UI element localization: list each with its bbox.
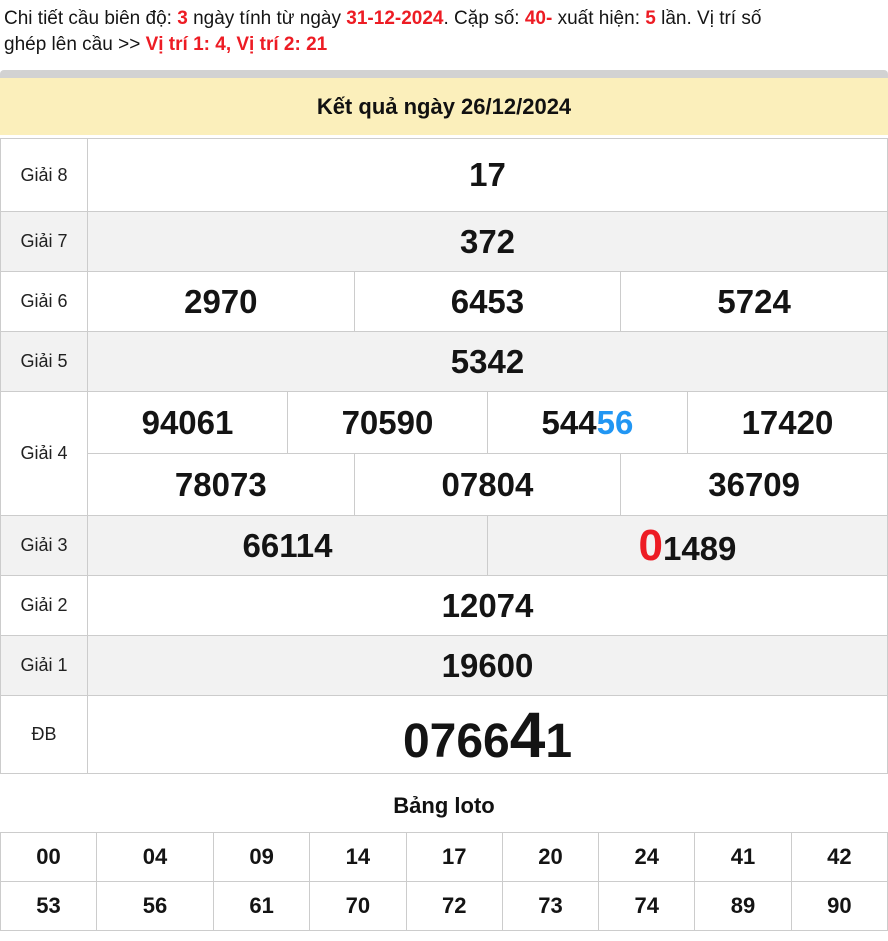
loto-cell: 90: [791, 882, 887, 931]
result-date-banner: [0, 78, 888, 135]
loto-cell: 14: [310, 833, 406, 882]
loto-cell: 04: [97, 833, 214, 882]
prize-row-giai7: [1, 212, 888, 272]
loto-cell-highlight: 41: [695, 833, 791, 882]
prize-value-giai4-6: 07804: [354, 454, 621, 516]
prize-value-db: [88, 696, 888, 774]
header-text: xuất hiện:: [552, 8, 646, 29]
header-text: lần. Vị trí số: [655, 8, 762, 29]
prize-value-giai1: 19600: [88, 636, 888, 696]
divider-bar: [0, 70, 888, 78]
loto-cell: 61: [214, 882, 310, 931]
loto-cell: 72: [406, 882, 502, 931]
prize-value-giai4-1: 94061: [88, 392, 288, 454]
loto-cell: 00: [1, 833, 97, 882]
prize-value-giai4-5: 78073: [88, 454, 355, 516]
prize-label-giai4: Giải 4: [1, 392, 88, 516]
prize-label-giai7: Giải 7: [1, 212, 88, 272]
prize-row-giai6: [1, 272, 888, 332]
prize-row-giai5: [1, 332, 888, 392]
prize-row-giai1: [1, 636, 888, 696]
loto-row-1: [1, 833, 888, 882]
loto-cell: 70: [310, 882, 406, 931]
prize-value-giai6-1: 2970: [88, 272, 355, 332]
loto-title: Bảng loto: [393, 793, 495, 819]
results-table: [0, 138, 888, 774]
prize-value-giai4-4: 17420: [687, 392, 887, 454]
prize-label-giai3: Giải 3: [1, 516, 88, 576]
prize-label-giai6: Giải 6: [1, 272, 88, 332]
db-digits: 1: [545, 714, 573, 768]
loto-cell-highlight: 56: [97, 882, 214, 931]
loto-cell: 17: [406, 833, 502, 882]
banner-title: Kết quả ngày 26/12/2024: [316, 93, 572, 119]
header-highlight-count: 5: [645, 8, 656, 29]
loto-cell: 42: [791, 833, 887, 882]
prize-value-giai4-7: 36709: [621, 454, 888, 516]
loto-cell: 74: [599, 882, 695, 931]
prize-label-giai1: Giải 1: [1, 636, 88, 696]
header-highlight: 3: [177, 8, 188, 29]
db-digit-big: 4: [509, 698, 546, 771]
prize-row-giai2: [1, 576, 888, 636]
prize-label-giai2: Giải 2: [1, 576, 88, 636]
prize-value-giai8: 17: [88, 139, 888, 212]
prize-row-db: [1, 696, 888, 774]
prize-row-giai4-1: [1, 392, 888, 454]
header-highlight-positions: Vị trí 1: 4, Vị trí 2: 21: [145, 34, 328, 56]
prize-label-giai5: Giải 5: [1, 332, 88, 392]
prize-value-giai6-2: 6453: [354, 272, 621, 332]
prize-digits-highlight: 56: [596, 403, 634, 441]
prize-row-giai4-2: [1, 454, 888, 516]
loto-cell: 09: [214, 833, 310, 882]
header-text: Chi tiết cầu biên độ:: [4, 8, 178, 29]
loto-cell: 73: [502, 882, 598, 931]
db-digits: 0766: [402, 714, 510, 768]
header-text: ngày tính từ ngày: [187, 8, 347, 29]
loto-cell: 89: [695, 882, 791, 931]
header-note: [0, 0, 888, 58]
prize-value-giai4-2: 70590: [287, 392, 487, 454]
prize-value-giai6-3: 5724: [621, 272, 888, 332]
loto-cell: 24: [599, 833, 695, 882]
prize-value-giai3-1: 66114: [88, 516, 488, 576]
header-text: . Cặp số:: [443, 8, 525, 29]
prize-value-giai2: 12074: [88, 576, 888, 636]
prize-row-giai3: [1, 516, 888, 576]
prize-digits: 1489: [663, 529, 737, 567]
prize-value-giai4-3: [487, 392, 687, 454]
header-highlight-date: 31-12-2024: [346, 8, 444, 29]
header-text: ghép lên cầu >>: [4, 34, 146, 56]
prize-label-db: ĐB: [1, 696, 88, 774]
prize-digit-highlight: 0: [638, 520, 663, 570]
prize-value-giai5: 5342: [88, 332, 888, 392]
prize-digits: 544: [541, 403, 597, 441]
header-highlight-pair: 40-: [524, 8, 553, 29]
prize-value-giai3-2: [487, 516, 887, 576]
loto-cell: 53: [1, 882, 97, 931]
prize-label-giai8: Giải 8: [1, 139, 88, 212]
loto-cell: 20: [502, 833, 598, 882]
prize-value-giai7: 372: [88, 212, 888, 272]
prize-row-giai8: [1, 139, 888, 212]
loto-table: [0, 832, 888, 931]
loto-row-2: [1, 882, 888, 931]
